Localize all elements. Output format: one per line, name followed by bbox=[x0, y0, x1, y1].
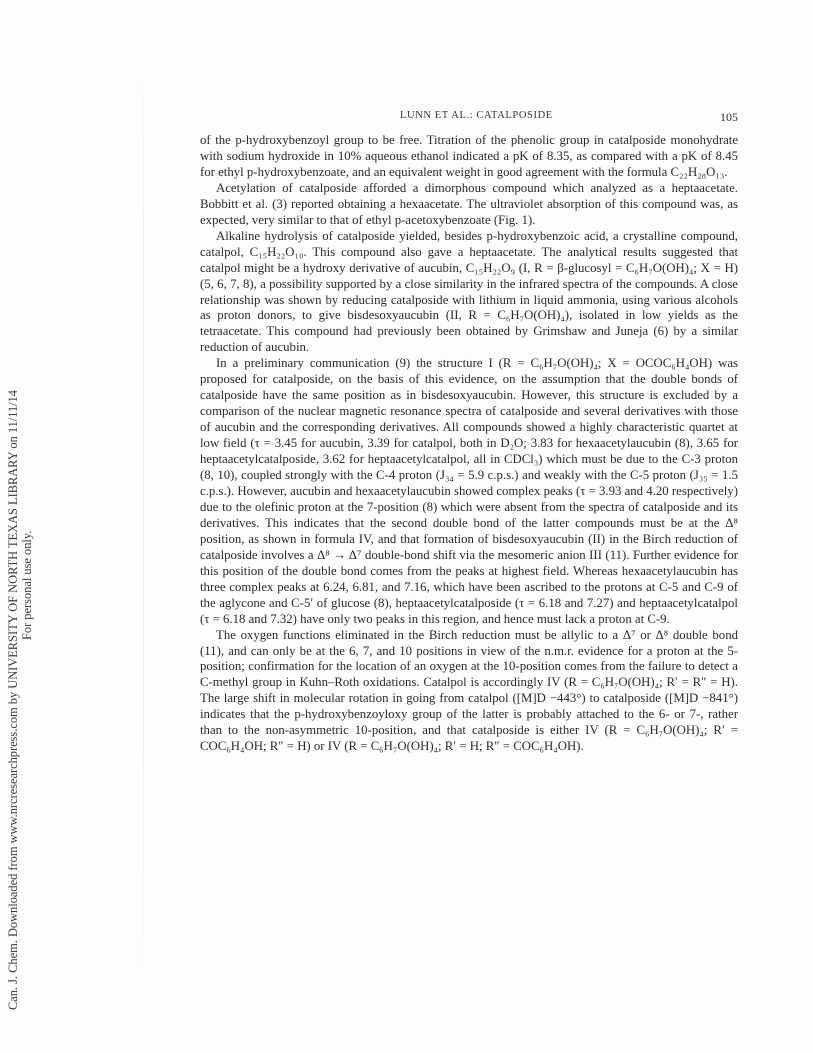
paragraph-2: Acetylation of catalposide afforded a dimorphous compound which analyzed as a heptaacetate. Bobbitt et al. (3) reported obtaining a hexaacetate. The ultraviolet absorption of this compound was, as expected, very similar to that of ethyl p-acetoxybenzoate (Fig. 1). bbox=[200, 180, 738, 227]
paragraph-3: Alkaline hydrolysis of catalposide yielded, besides p-hydroxybenzoic acid, a crystalline compound, catalpol, C₁₅H₂₂O₁₀. This compound also gave a heptaacetate. The analytical results suggested that catalpol might be a hydroxy derivative of aucubin, C₁₅H₂₂O₉ (I, R = β-glucosyl = C₆H₇O(OH)₄; X = H) (5, 6, 7, 8), a possibility supported by a close similarity in the infrared spectra of the compounds. A close relationship was shown by reducing catalposide with lithium in liquid ammonia, using various alcohols as proton donors, to give bisdesoxyaucubin (II, R = C₆H₇O(OH)₄), isolated in low yields as the tetraacetate. This compound had previously been obtained by Grimshaw and Juneja (6) by a similar reduction of aucubin. bbox=[200, 228, 738, 355]
gutter-shadow bbox=[143, 40, 144, 1020]
watermark-line-2: For personal use only. bbox=[20, 530, 34, 640]
download-watermark bbox=[6, 90, 34, 1010]
running-head bbox=[200, 110, 738, 124]
paragraph-1: of the p-hydroxybenzoyl group to be free. Titration of the phenolic group in catalposide monohydrate with sodium hydroxide in 10% aqueous ethanol indicated a pK of 8.35, as compared with a pK of 8.45 for ethyl p-hydroxybenzoate, and an equivalent weight in good agreement with the formula C₂₂H₂₈O₁₃. bbox=[200, 133, 738, 179]
running-title: LUNN ET AL.: CATALPOSIDE bbox=[400, 110, 553, 121]
watermark-line-1: Can. J. Chem. Downloaded from www.nrcresearchpress.com by UNIVERSITY OF NORTH TEXAS LIBRARY on 11/11/14 bbox=[6, 390, 20, 1010]
paragraph-5: The oxygen functions eliminated in the Birch reduction must be allylic to a Δ⁷ or Δ⁸ double bond (11), and can only be at the 6, 7, and 10 positions in view of the n.m.r. evidence for a proton at the 5-position; confirmation for the location of an oxygen at the 10-position comes from the failure to detect a C-methyl group in Kuhn–Roth oxidations. Catalpol is accordingly IV (R = C₆H₇O(OH)₄; R′ = R″ = H). The large shift in molecular rotation in going from catalpol ([M]D −443°) to catalposide ([M]D −841°) indicates that the p-hydroxybenzoyloxy group of the latter is probably attached to the 6- or 7-, rather than to the non-asymmetric 10-position, and that catalposide is either IV (R = C₆H₇O(OH)₄; R′ = COC₆H₄OH; R″ = H) or IV (R = C₆H₇O(OH)₄; R′ = H; R″ = COC₆H₄OH). bbox=[200, 627, 738, 754]
article-body bbox=[200, 133, 738, 755]
paragraph-4: In a preliminary communication (9) the structure I (R = C₆H₇O(OH)₄; X = OCOC₆H₄OH) was proposed for catalposide, on the basis of this evidence, on the assumption that the double bonds of catalposide have the same position as in bisdesoxyaucubin. However, this structure is excluded by a comparison of the nuclear magnetic resonance spectra of catalposide and several derivatives with those of aucubin and the corresponding derivatives. All compounds showed a highly characteristic quartet at low field (τ = 3.45 for aucubin, 3.39 for catalpol, both in D₂O; 3.83 for hexaacetylaucubin (8), 3.65 for heptaacetylcatalposide, 3.62 for heptaacetylcatalpol, all in CDCl₃) which must be due to the C-3 proton (8, 10), coupled strongly with the C-4 proton (J₃₄ = 5.9 c.p.s.) and weakly with the C-5 proton (J₃₅ = 1.5 c.p.s.). However, aucubin and hexaacetylaucubin showed complex peaks (τ = 3.93 and 4.20 respectively) due to the olefinic proton at the 7-position (8) which were absent from the spectra of catalposide and its derivatives. This indicates that the second double bond of the latter compounds must be at the Δ⁸ position, as shown in formula IV, and that formation of bisdesoxyaucubin (II) in the Birch reduction of catalposide involves a Δ⁸ → Δ⁷ double-bond shift via the mesomeric anion III (11). Further evidence for this position of the double bond comes from the peaks at highest field. Whereas hexaacetylaucubin has three complex peaks at 6.24, 6.81, and 7.16, which have been ascribed to the protons at C-5 and C-9 of the aglycone and C-5′ of glucose (8), heptaacetylcatalposide (τ = 6.18 and 7.27) and heptaacetylcatalpol (τ = 6.18 and 7.32) have only two peaks in this region, and hence must lack a proton at C-9. bbox=[200, 356, 738, 626]
page-number: 105 bbox=[720, 110, 738, 124]
